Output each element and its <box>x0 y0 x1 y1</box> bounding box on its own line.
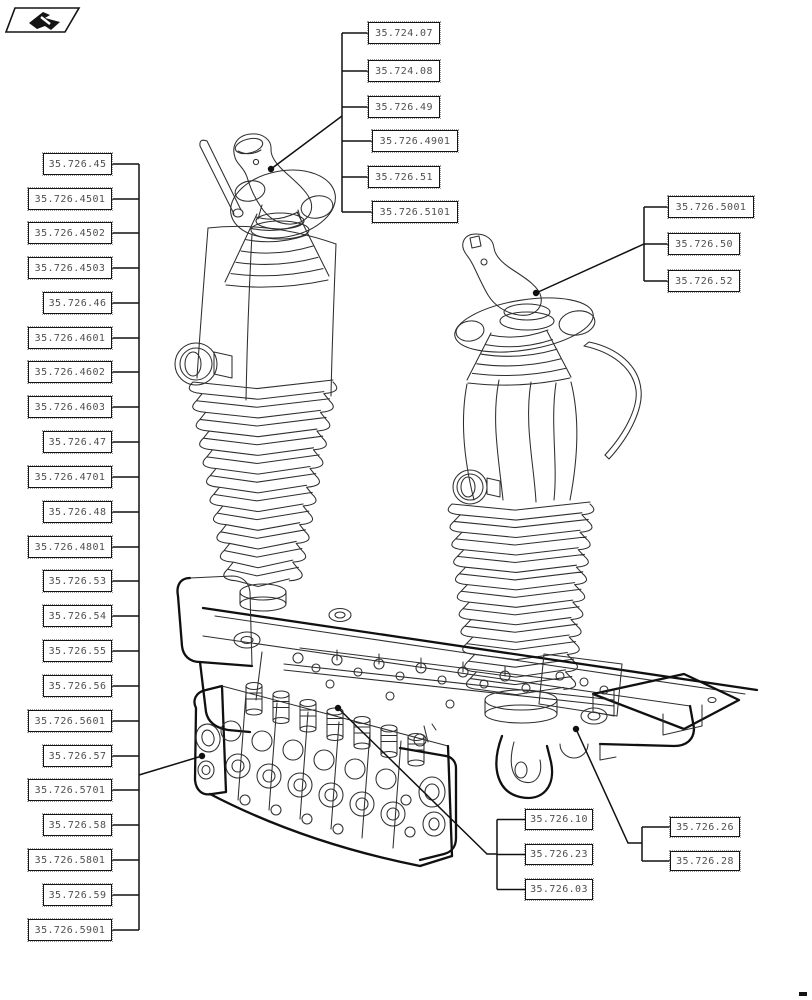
part-ref-35.726.5601[interactable]: 35.726.5601 <box>28 710 112 732</box>
part-ref-35.726.45[interactable]: 35.726.45 <box>43 153 112 175</box>
part-ref-35.726.50[interactable]: 35.726.50 <box>668 233 740 255</box>
part-ref-35.726.5901[interactable]: 35.726.5901 <box>28 919 112 941</box>
part-ref-35.726.4801[interactable]: 35.726.4801 <box>28 536 112 558</box>
part-ref-35.726.55[interactable]: 35.726.55 <box>43 640 112 662</box>
part-ref-35.726.49[interactable]: 35.726.49 <box>368 96 440 118</box>
part-ref-35.726.23[interactable]: 35.726.23 <box>525 844 593 865</box>
part-ref-35.726.4603[interactable]: 35.726.4603 <box>28 396 112 418</box>
part-ref-35.726.48[interactable]: 35.726.48 <box>43 501 112 523</box>
part-ref-35.726.54[interactable]: 35.726.54 <box>43 605 112 627</box>
part-ref-35.726.4701[interactable]: 35.726.4701 <box>28 466 112 488</box>
part-ref-35.726.4502[interactable]: 35.726.4502 <box>28 222 112 244</box>
part-ref-35.726.56[interactable]: 35.726.56 <box>43 675 112 697</box>
part-ref-35.726.47[interactable]: 35.726.47 <box>43 431 112 453</box>
part-ref-35.726.51[interactable]: 35.726.51 <box>368 166 440 188</box>
page-corner-mark <box>799 992 807 996</box>
part-ref-35.726.5801[interactable]: 35.726.5801 <box>28 849 112 871</box>
part-ref-35.726.57[interactable]: 35.726.57 <box>43 745 112 767</box>
part-ref-35.726.58[interactable]: 35.726.58 <box>43 814 112 836</box>
part-ref-35.726.4503[interactable]: 35.726.4503 <box>28 257 112 279</box>
part-ref-35.726.5001[interactable]: 35.726.5001 <box>668 196 754 218</box>
part-ref-35.726.10[interactable]: 35.726.10 <box>525 809 593 830</box>
part-ref-35.726.52[interactable]: 35.726.52 <box>668 270 740 292</box>
part-ref-35.726.4602[interactable]: 35.726.4602 <box>28 361 112 383</box>
part-ref-35.726.53[interactable]: 35.726.53 <box>43 570 112 592</box>
part-ref-35.726.28[interactable]: 35.726.28 <box>670 851 740 871</box>
part-ref-35.726.4901[interactable]: 35.726.4901 <box>372 130 458 152</box>
part-ref-35.726.26[interactable]: 35.726.26 <box>670 817 740 837</box>
part-ref-35.726.03[interactable]: 35.726.03 <box>525 879 593 900</box>
part-ref-35.726.4601[interactable]: 35.726.4601 <box>28 327 112 349</box>
part-ref-35.724.07[interactable]: 35.724.07 <box>368 22 440 44</box>
part-ref-35.726.4501[interactable]: 35.726.4501 <box>28 188 112 210</box>
part-ref-35.726.5101[interactable]: 35.726.5101 <box>372 201 458 223</box>
part-ref-35.726.5701[interactable]: 35.726.5701 <box>28 779 112 801</box>
part-ref-35.726.59[interactable]: 35.726.59 <box>43 884 112 906</box>
part-ref-35.726.46[interactable]: 35.726.46 <box>43 292 112 314</box>
part-ref-35.724.08[interactable]: 35.724.08 <box>368 60 440 82</box>
